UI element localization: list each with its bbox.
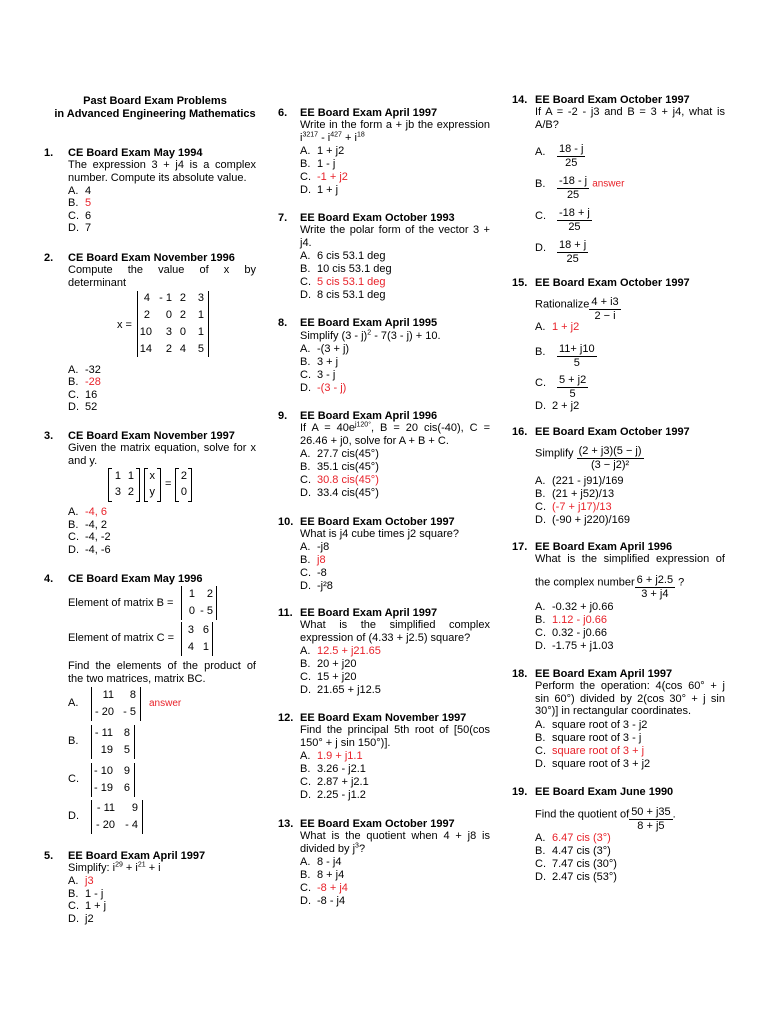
q3-option-a: A. -4, 6 (68, 506, 108, 518)
q4-option-c-matrix: - 10 9 - 19 6 (91, 763, 135, 797)
q11-text: What is the simplified complex expression of (4.33 + j2.5) square? (300, 619, 490, 644)
q11-heading: EE Board Exam April 1997 (300, 607, 438, 619)
q8-number: 8. (278, 317, 288, 329)
q11-number: 11. (278, 607, 293, 619)
q10-option-d: D. -j²8 (300, 580, 333, 592)
q6-option-d: D. 1 + j (300, 184, 339, 196)
q11-option-c: C. 15 + j20 (300, 671, 357, 683)
q12-number: 12. (278, 712, 294, 724)
q16-number: 16. (512, 426, 528, 438)
q12-option-d: D. 2.25 - j1.2 (300, 789, 366, 801)
q4-option-b-letter: B. (68, 735, 79, 747)
q2-text: Compute the value of x by determinant (68, 264, 256, 289)
q1-option-b: B. 5 (68, 197, 92, 209)
q2-lhs: x = (117, 319, 132, 331)
q19-option-b: B. 4.47 cis (3°) (535, 845, 611, 857)
q2-option-d: D. 52 (68, 401, 98, 413)
q12-option-b: B. 3.26 - j2.1 (300, 763, 366, 775)
q10-heading: EE Board Exam October 1997 (300, 516, 455, 528)
q5-number: 5. (44, 850, 54, 862)
q19-option-a: A. 6.47 cis (3°) (535, 832, 611, 844)
q5-option-a: A. j3 (68, 875, 94, 887)
q4-option-b-matrix: - 11 8 19 5 (91, 725, 135, 759)
q6-option-b: B. 1 - j (300, 158, 336, 170)
q16-text: Simplify $\frac{(2 + j3)(5 - j)}{\text{(3 − j2)²}}$ (535, 445, 642, 471)
q6-option-c: C. -1 + j2 (300, 171, 348, 183)
title-line-1: Past Board Exam Problems (83, 95, 227, 107)
q8-option-b: B. 3 + j (300, 356, 339, 368)
q18-option-d: D. square root of 3 + j2 (535, 758, 651, 770)
q14-number: 14. (512, 94, 528, 106)
q14-heading: EE Board Exam October 1997 (535, 94, 690, 106)
q18-option-a: A. square root of 3 - j2 (535, 719, 648, 731)
q10-option-b: B. j8 (300, 554, 326, 566)
q3-number: 3. (44, 430, 54, 442)
q4-option-d-matrix: - 11 9 - 20 - 4 (91, 800, 143, 834)
q18-text: Perform the operation: 4(cos 60° + j sin 60°) divided by 2(cos 30° + j sin 30°)] in rectangular coordinates. (535, 680, 725, 717)
q17-option-c: C. 0.32 - j0.66 (535, 627, 608, 639)
q8-option-c: C. 3 - j (300, 369, 336, 381)
q17-option-a: A. -0.32 + j0.66 (535, 601, 614, 613)
q8-heading: EE Board Exam April 1995 (300, 317, 438, 329)
q5-text: Simplify: $i^{29} + i^{21} + i$ (68, 861, 161, 874)
q19-option-c: C. 7.47 cis (30°) (535, 858, 617, 870)
document-title (40, 95, 270, 120)
q1-option-a: A. 4 (68, 185, 92, 197)
q4-option-c-letter: C. (68, 773, 79, 785)
q5-option-b: B. 1 - j (68, 888, 104, 900)
q6-number: 6. (278, 107, 288, 119)
q7-number: 7. (278, 212, 288, 224)
q3-heading: CE Board Exam November 1997 (68, 430, 235, 442)
q14-option-b: B. $\frac{-18 - j}{25}$ answer (535, 175, 625, 201)
q17-number: 17. (512, 541, 528, 553)
q12-text: Find the principal 5th root of [50(cos 150° + j sin 150°)]. (300, 724, 490, 749)
q2-option-b: B. -28 (68, 376, 101, 388)
q10-option-a: A. -j8 (300, 541, 330, 553)
q11-option-b: B. 20 + j20 (300, 658, 357, 670)
q13-option-d: D. -8 - j4 (300, 895, 346, 907)
q1-text: The expression 3 + j4 is a complex number. Compute its absolute value. (68, 159, 256, 184)
q2-number: 2. (44, 252, 54, 264)
q6-text: Write in the form a + jb the expression $i^{3217} - i^{427} + i^{18}$ (300, 119, 490, 144)
q7-heading: EE Board Exam October 1993 (300, 212, 455, 224)
q13-number: 13. (278, 818, 294, 830)
q8-option-d: D. -(3 - j) (300, 382, 347, 394)
q3-option-b: B. -4, 2 (68, 519, 108, 531)
q4-matrix-c: 3 6 4 1 (181, 622, 213, 656)
q1-number: 1. (44, 147, 54, 159)
q4-b-label: Element of matrix B = (68, 597, 174, 609)
q2-determinant: 4 - 1 2 3 2 0 2 1 10 3 0 1 14 2 4 5 (137, 291, 209, 357)
q18-option-b: B. square root of 3 - j (535, 732, 642, 744)
q9-heading: EE Board Exam April 1996 (300, 410, 438, 422)
q16-option-d: D. (-90 + j220)/169 (535, 514, 630, 526)
q13-option-b: B. 8 + j4 (300, 869, 345, 881)
q12-option-c: C. 2.87 + j2.1 (300, 776, 369, 788)
q4-c-label: Element of matrix C = (68, 632, 175, 644)
q4-option-a-letter: A. (68, 697, 79, 709)
q10-number: 10. (278, 516, 294, 528)
q16-option-c: C. (-7 + j17)/13 (535, 501, 612, 513)
q15-option-d: D. 2 + j2 (535, 400, 580, 412)
q14-option-d: D. $\frac{18 + j}{25}$ (535, 239, 587, 265)
q8-text: Simplify (3 - j)$^2$ - 7(3 - j) + 10. (300, 329, 441, 342)
q17-heading: EE Board Exam April 1996 (535, 541, 673, 553)
q14-answer-tag: answer (592, 178, 625, 190)
q9-number: 9. (278, 410, 288, 422)
q14-option-a: A. $\frac{18 - j}{25}$ (535, 143, 584, 169)
q17-text-2: the complex number $\frac{6 + j2.5}{3 + j4}$ ? (535, 574, 685, 600)
q9-option-b: B. 35.1 cis(45°) (300, 461, 379, 473)
q16-heading: EE Board Exam October 1997 (535, 426, 690, 438)
q3-option-c: C. -4, -2 (68, 531, 111, 543)
q15-option-b: B. $\frac{11+ j10}{5}$ (535, 343, 595, 369)
q11-option-d: D. 21.65 + j12.5 (300, 684, 381, 696)
q4-matrix-b: 1 2 0 - 5 (181, 586, 217, 620)
q7-text: Write the polar form of the vector 3 + j4. (300, 224, 490, 249)
q5-option-c: C. 1 + j (68, 900, 107, 912)
q5-option-d: D. j2 (68, 913, 94, 925)
q4-heading: CE Board Exam May 1996 (68, 573, 203, 585)
q11-option-a: A. 12.5 + j21.65 (300, 645, 381, 657)
q1-heading: CE Board Exam May 1994 (68, 147, 203, 159)
q4-answer-tag: answer (149, 698, 182, 709)
q10-text: What is j4 cube times j2 square? (300, 528, 459, 540)
q7-option-c: C. 5 cis 53.1 deg (300, 276, 386, 288)
q6-option-a: A. 1 + j2 (300, 145, 345, 157)
q19-heading: EE Board Exam June 1990 (535, 786, 674, 798)
q19-text: Find the quotient of $\frac{50 + j35}{8 + j5}$ . (535, 806, 676, 832)
q15-option-a: A. 1 + j2 (535, 321, 580, 333)
q2-option-a: A. -32 (68, 364, 101, 376)
q15-option-c: C. $\frac{5 + j2}{5}$ (535, 374, 587, 400)
q15-number: 15. (512, 277, 528, 289)
q1-option-c: C. 6 (68, 210, 92, 222)
q13-option-c: C. -8 + j4 (300, 882, 348, 894)
q6-heading: EE Board Exam April 1997 (300, 107, 438, 119)
q17-text: What is the simplified expression of (535, 553, 725, 565)
q9-option-a: A. 27.7 cis(45°) (300, 448, 379, 460)
q4-text: Find the elements of the product of the two matrices, matrix BC. (68, 660, 256, 685)
q3-matrix-equation: 1 1 3 2 x y = 2 0 (108, 468, 198, 502)
q15-text: Rationalize $\frac{4 + i3}{2 - i}$ (535, 296, 619, 322)
q18-heading: EE Board Exam April 1997 (535, 668, 673, 680)
q9-text: If $A = 40e^{j120^\circ}$, B = 20 cis(-40), C = 26.46 + j0, solve for A + B + C. (300, 421, 491, 447)
q17-option-d: D. -1.75 + j1.03 (535, 640, 614, 652)
q4-option-d-letter: D. (68, 810, 79, 822)
q18-number: 18. (512, 668, 528, 680)
q15-heading: EE Board Exam October 1997 (535, 277, 690, 289)
q14-text: If A = -2 - j3 and B = 3 + j4, what is A/B? (535, 106, 725, 131)
q2-heading: CE Board Exam November 1996 (68, 252, 235, 264)
q12-heading: EE Board Exam November 1997 (300, 712, 467, 724)
q14-option-c: C. $\frac{-18 + j}{25}$ (535, 207, 590, 233)
q7-option-b: B. 10 cis 53.1 deg (300, 263, 392, 275)
q19-option-d: D. 2.47 cis (53°) (535, 871, 617, 883)
q5-heading: EE Board Exam April 1997 (68, 850, 206, 862)
q17-option-b: B. 1.12 - j0.66 (535, 614, 608, 626)
q1-option-d: D. 7 (68, 222, 92, 234)
q13-heading: EE Board Exam October 1997 (300, 818, 455, 830)
q7-option-a: A. 6 cis 53.1 deg (300, 250, 386, 262)
q16-option-b: B. (21 + j52)/13 (535, 488, 615, 500)
q3-text: Given the matrix equation, solve for x and y. (68, 442, 256, 467)
q18-option-c: C. square root of 3 + j (535, 745, 645, 757)
q4-number: 4. (44, 573, 54, 585)
q9-option-d: D. 33.4 cis(45°) (300, 487, 379, 499)
q19-number: 19. (512, 786, 528, 798)
q4-option-a-matrix: 11 8 - 20 - 5 (91, 687, 141, 721)
q7-option-d: D. 8 cis 53.1 deg (300, 289, 386, 301)
q12-option-a: A. 1.9 + j1.1 (300, 750, 363, 762)
title-line-2: in Advanced Engineering Mathematics (54, 107, 256, 120)
q13-text: What is the quotient when 4 + j8 is divided by $j^3$? (300, 830, 490, 855)
q16-option-a: A. (221 - j91)/169 (535, 475, 624, 487)
q2-option-c: C. 16 (68, 389, 98, 401)
q8-option-a: A. -(3 + j) (300, 343, 350, 355)
q13-option-a: A. 8 - j4 (300, 856, 342, 868)
q9-option-c: C. 30.8 cis(45°) (300, 474, 379, 486)
q10-option-c: C. -8 (300, 567, 327, 579)
q3-option-d: D. -4, -6 (68, 544, 111, 556)
